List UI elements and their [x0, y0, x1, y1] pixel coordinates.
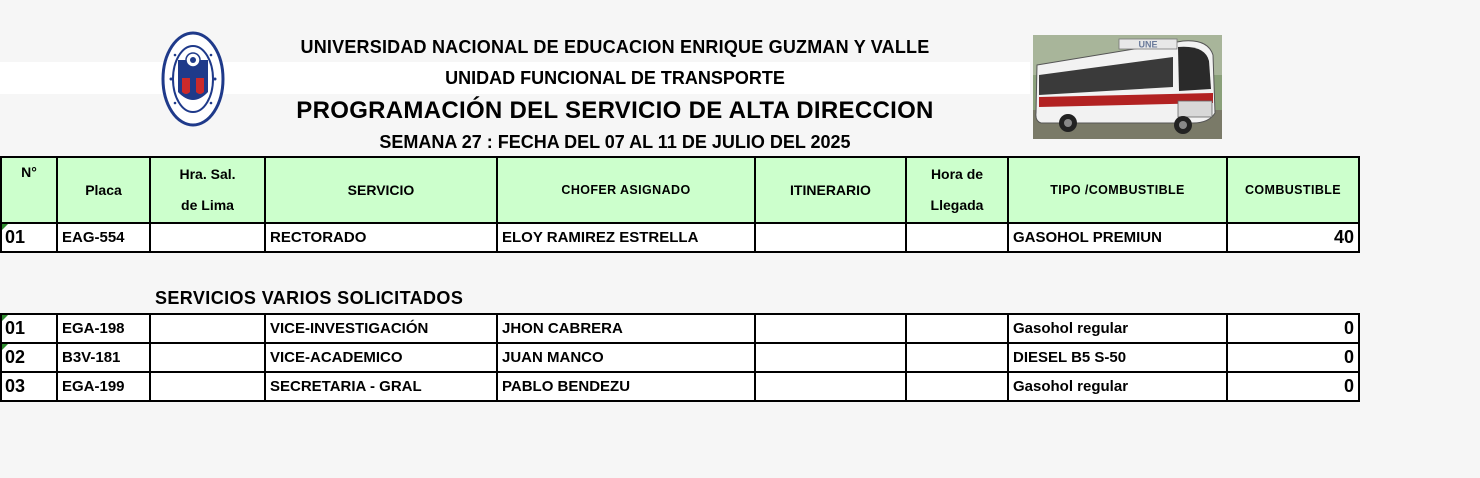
- col-service-header: SERVICIO: [265, 157, 497, 223]
- cell-departure: [150, 372, 265, 401]
- cell-fuel: 0: [1227, 372, 1359, 401]
- table-row: [1, 372, 1359, 401]
- cell-arrival: [906, 223, 1008, 252]
- university-title: UNIVERSIDAD NACIONAL DE EDUCACION ENRIQUE GUZMAN Y VALLE: [300, 37, 930, 57]
- cell-driver: JHON CABRERA: [497, 314, 755, 343]
- col-itinerary-header: ITINERARIO: [755, 157, 906, 223]
- bus-photo: [1033, 35, 1222, 139]
- cell-placa: B3V-181: [57, 343, 150, 372]
- col-departure-header: Hra. Sal. de Lima: [150, 157, 265, 223]
- cell-driver: PABLO BENDEZU: [497, 372, 755, 401]
- cell-fuel-type: GASOHOL PREMIUN: [1008, 223, 1227, 252]
- table-row: [1, 314, 1359, 343]
- section-title: SERVICIOS VARIOS SOLICITADOS: [155, 288, 464, 308]
- cell-placa: EGA-198: [57, 314, 150, 343]
- col-fuel-type-header: TIPO /COMBUSTIBLE: [1008, 157, 1227, 223]
- cell-placa: EGA-199: [57, 372, 150, 401]
- cell-number: 03: [1, 372, 57, 401]
- col-arrival-header: Hora de Llegada: [906, 157, 1008, 223]
- cell-driver: ELOY RAMIREZ ESTRELLA: [497, 223, 755, 252]
- unit-title: UNIDAD FUNCIONAL DE TRANSPORTE: [445, 68, 785, 88]
- cell-service: VICE-INVESTIGACIÓN: [265, 314, 497, 343]
- cell-arrival: [906, 343, 1008, 372]
- table-header-row: [1, 157, 1359, 223]
- cell-itinerary: [755, 372, 906, 401]
- col-number-header: N°: [1, 157, 57, 223]
- col-fuel-header: COMBUSTIBLE: [1227, 157, 1359, 223]
- cell-service: RECTORADO: [265, 223, 497, 252]
- table-row: [1, 223, 1359, 252]
- cell-fuel-type: Gasohol regular: [1008, 314, 1227, 343]
- cell-departure: [150, 223, 265, 252]
- cell-fuel: 40: [1227, 223, 1359, 252]
- bus-label: UNE: [1138, 39, 1158, 50]
- cell-fuel-type: DIESEL B5 S-50: [1008, 343, 1227, 372]
- cell-arrival: [906, 314, 1008, 343]
- cell-number: 01: [1, 314, 57, 343]
- cell-fuel-type: Gasohol regular: [1008, 372, 1227, 401]
- cell-service: VICE-ACADEMICO: [265, 343, 497, 372]
- cell-number: 02: [1, 343, 57, 372]
- table-row: [1, 343, 1359, 372]
- cell-departure: [150, 343, 265, 372]
- col-driver-header: CHOFER ASIGNADO: [497, 157, 755, 223]
- cell-driver: JUAN MANCO: [497, 343, 755, 372]
- various-services-table: [0, 313, 1360, 402]
- program-title: PROGRAMACIÓN DEL SERVICIO DE ALTA DIRECCION: [296, 97, 934, 124]
- col-placa-header: Placa: [57, 157, 150, 223]
- cell-number: 01: [1, 223, 57, 252]
- cell-arrival: [906, 372, 1008, 401]
- cell-fuel: 0: [1227, 343, 1359, 372]
- cell-itinerary: [755, 314, 906, 343]
- cell-itinerary: [755, 343, 906, 372]
- cell-itinerary: [755, 223, 906, 252]
- cell-fuel: 0: [1227, 314, 1359, 343]
- week-subtitle: SEMANA 27 : FECHA DEL 07 AL 11 DE JULIO DEL 2025: [379, 132, 851, 152]
- main-service-table: [0, 156, 1360, 253]
- cell-placa: EAG-554: [57, 223, 150, 252]
- cell-departure: [150, 314, 265, 343]
- cell-service: SECRETARIA - GRAL: [265, 372, 497, 401]
